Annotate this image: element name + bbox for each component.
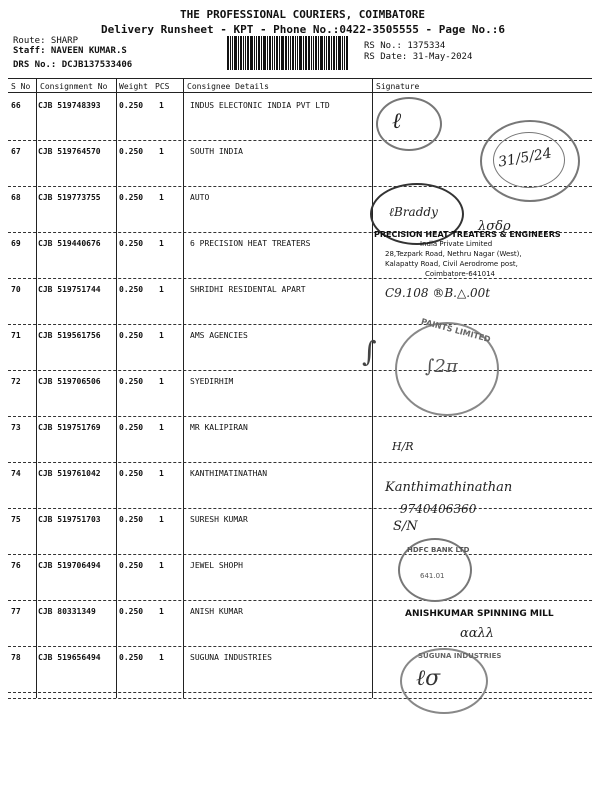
row-consignee: SUGUNA INDUSTRIES xyxy=(190,653,272,662)
col-header-weight: Weight xyxy=(119,82,148,91)
row-sno: 70 xyxy=(11,285,21,294)
col-divider xyxy=(36,78,37,698)
barcode-bar xyxy=(232,36,233,70)
row-consignee: KANTHIMATINATHAN xyxy=(190,469,268,478)
col-divider xyxy=(372,78,373,698)
col-divider xyxy=(183,78,184,698)
barcode-bar xyxy=(272,36,273,70)
row-pcs: 1 xyxy=(159,285,164,294)
barcode-bar xyxy=(318,36,319,70)
barcode-bar xyxy=(305,36,307,70)
barcode-bar xyxy=(276,36,278,70)
barcode-bar xyxy=(234,36,237,70)
handwritten-phone: 9740406360 xyxy=(400,502,477,516)
row-pcs: 1 xyxy=(159,101,164,110)
row-consignment: CJB 519764570 xyxy=(38,147,101,156)
company-stamp-line: Kalapatty Road, Civil Aerodrome post, xyxy=(385,260,518,268)
signature-scribble: ℓ xyxy=(392,109,402,134)
barcode-bar xyxy=(311,36,312,70)
row-consignee: INDUS ELECTONIC INDIA PVT LTD xyxy=(190,101,330,110)
barcode xyxy=(227,36,357,70)
row-weight: 0.250 xyxy=(119,193,144,202)
barcode-bar xyxy=(315,36,317,70)
row-weight: 0.250 xyxy=(119,607,144,616)
row-pcs: 1 xyxy=(159,239,164,248)
row-consignee: SHRIDHI RESIDENTAL APART xyxy=(190,285,306,294)
barcode-bar xyxy=(261,36,262,70)
row-pcs: 1 xyxy=(159,515,164,524)
row-consignee: JEWEL SHOPH xyxy=(190,561,243,570)
handwritten-note: S/N xyxy=(393,519,418,534)
row-weight: 0.250 xyxy=(119,101,144,110)
barcode-bar xyxy=(281,36,284,70)
row-consignment: CJB 80331349 xyxy=(38,607,96,616)
row-consignee: SURESH KUMAR xyxy=(190,515,248,524)
row-separator xyxy=(8,278,592,279)
barcode-bar xyxy=(299,36,302,70)
barcode-bar xyxy=(243,36,244,70)
round-stamp xyxy=(376,97,442,151)
row-weight: 0.250 xyxy=(119,515,144,524)
signature-scribble: ∫ xyxy=(362,335,377,368)
barcode-bar xyxy=(238,36,239,70)
row-pcs: 1 xyxy=(159,193,164,202)
row-consignee: SOUTH INDIA xyxy=(190,147,243,156)
row-sno: 66 xyxy=(11,101,21,110)
row-weight: 0.250 xyxy=(119,561,144,570)
rs-number: RS No.: 1375334 xyxy=(364,41,446,51)
row-separator xyxy=(8,462,592,463)
row-consignee: 6 PRECISION HEAT TREATERS xyxy=(190,239,311,248)
row-weight: 0.250 xyxy=(119,469,144,478)
drs-number: DRS No.: DCJB137533406 xyxy=(13,60,133,70)
company-stamp-line: Coimbatore-641014 xyxy=(425,270,495,278)
row-pcs: 1 xyxy=(159,607,164,616)
stamp-text: SUGUNA INDUSTRIES xyxy=(418,652,502,660)
barcode-bar xyxy=(258,36,260,70)
signature-scribble: ααλλ xyxy=(460,626,495,641)
row-consignee: ANISH KUMAR xyxy=(190,607,243,616)
barcode-bar xyxy=(344,36,345,70)
rs-date: RS Date: 31-May-2024 xyxy=(364,52,473,62)
barcode-bar xyxy=(333,36,335,70)
signature-scribble: λσδρ xyxy=(478,219,511,234)
barcode-bar xyxy=(256,36,257,70)
row-weight: 0.250 xyxy=(119,377,144,386)
company-stamp: ANISHKUMAR SPINNING MILL xyxy=(405,609,554,619)
col-header-consignment: Consignment No xyxy=(40,82,108,91)
row-sno: 69 xyxy=(11,239,21,248)
row-separator xyxy=(8,508,592,509)
col-header-sno: S No xyxy=(11,82,31,91)
staff-label: Staff: NAVEEN KUMAR.S xyxy=(13,46,127,56)
barcode-bar xyxy=(308,36,310,70)
barcode-bar xyxy=(250,36,253,70)
barcode-bar xyxy=(288,36,289,70)
row-separator xyxy=(8,646,592,647)
barcode-bar xyxy=(295,36,296,70)
row-sno: 78 xyxy=(11,653,21,662)
barcode-bar xyxy=(313,36,314,70)
col-header-signature: Signature xyxy=(376,82,420,91)
barcode-bar xyxy=(263,36,266,70)
barcode-bar xyxy=(338,36,341,70)
company-stamp-line: 28,Tezpark Road, Nethru Nagar (West), xyxy=(385,250,522,258)
barcode-bar xyxy=(285,36,287,70)
row-weight: 0.250 xyxy=(119,285,144,294)
handwritten-note: C9.108 ®B.△.00t xyxy=(385,286,491,300)
barcode-bar xyxy=(279,36,280,70)
barcode-bar xyxy=(254,36,255,70)
bank-stamp-text: HDFC BANK LTD xyxy=(407,546,470,554)
row-consignment: CJB 519440676 xyxy=(38,239,101,248)
row-sno: 67 xyxy=(11,147,21,156)
barcode-bar xyxy=(247,36,249,70)
barcode-bar xyxy=(328,36,330,70)
barcode-bar xyxy=(303,36,304,70)
row-sno: 77 xyxy=(11,607,21,616)
row-consignee: AUTO xyxy=(190,193,210,202)
row-sno: 71 xyxy=(11,331,21,340)
row-consignee: MR KALIPIRAN xyxy=(190,423,248,432)
header-bottom-rule xyxy=(8,92,592,93)
col-header-pcs: PCS xyxy=(155,82,170,91)
row-pcs: 1 xyxy=(159,561,164,570)
row-separator xyxy=(8,554,592,555)
barcode-bar xyxy=(290,36,291,70)
barcode-bar xyxy=(292,36,294,70)
company-stamp-line: PRECISION HEAT TREATERS & ENGINEERS xyxy=(374,230,561,239)
row-consignee: SYEDIRHIM xyxy=(190,377,234,386)
barcode-bar xyxy=(342,36,343,70)
row-consignment: CJB 519761042 xyxy=(38,469,101,478)
row-weight: 0.250 xyxy=(119,331,144,340)
company-stamp-line: India Private Limited xyxy=(420,240,493,248)
row-consignment: CJB 519751744 xyxy=(38,285,101,294)
company-title: THE PROFESSIONAL COURIERS, COIMBATORE xyxy=(180,8,426,21)
barcode-bar xyxy=(267,36,268,70)
stamp-text: PAINTS LIMITED xyxy=(420,316,492,345)
row-sno: 75 xyxy=(11,515,21,524)
row-weight: 0.250 xyxy=(119,653,144,662)
row-weight: 0.250 xyxy=(119,239,144,248)
barcode-bar xyxy=(336,36,337,70)
barcode-bar xyxy=(240,36,242,70)
row-consignee: AMS AGENCIES xyxy=(190,331,248,340)
barcode-bar xyxy=(269,36,271,70)
signature-scribble: ℓBraddy xyxy=(389,205,438,219)
barcode-bar xyxy=(227,36,229,70)
row-pcs: 1 xyxy=(159,423,164,432)
row-separator xyxy=(8,692,592,693)
barcode-bar xyxy=(297,36,298,70)
runsheet-title: Delivery Runsheet - KPT - Phone No.:0422-3505555 - Page No.:6 xyxy=(101,23,505,36)
barcode-bar xyxy=(245,36,246,70)
barcode-bar xyxy=(346,36,348,70)
signature-scribble: ∫2π xyxy=(425,356,458,377)
row-sno: 74 xyxy=(11,469,21,478)
row-sno: 68 xyxy=(11,193,21,202)
row-pcs: 1 xyxy=(159,377,164,386)
row-consignment: CJB 519656494 xyxy=(38,653,101,662)
barcode-bar xyxy=(274,36,275,70)
barcode-bar xyxy=(324,36,325,70)
row-separator xyxy=(8,370,592,371)
barcode-bar xyxy=(326,36,327,70)
barcode-bar xyxy=(230,36,231,70)
row-consignment: CJB 519706506 xyxy=(38,377,101,386)
col-divider xyxy=(116,78,117,698)
row-pcs: 1 xyxy=(159,469,164,478)
row-separator xyxy=(8,600,592,601)
row-sno: 73 xyxy=(11,423,21,432)
table-bottom-rule xyxy=(8,698,592,699)
row-consignment: CJB 519751769 xyxy=(38,423,101,432)
table-top-rule xyxy=(8,78,592,79)
row-separator xyxy=(8,324,592,325)
row-consignment: CJB 519748393 xyxy=(38,101,101,110)
row-pcs: 1 xyxy=(159,653,164,662)
row-consignment: CJB 519773755 xyxy=(38,193,101,202)
row-sno: 72 xyxy=(11,377,21,386)
route-label: Route: SHARP xyxy=(13,36,79,46)
bank-stamp-number: 641.01 xyxy=(420,572,445,580)
handwritten-signature: Kanthimathinathan xyxy=(385,480,513,495)
handwritten-date: 31/5/24 xyxy=(497,145,553,171)
row-pcs: 1 xyxy=(159,147,164,156)
row-pcs: 1 xyxy=(159,331,164,340)
signature-scribble: ℓσ xyxy=(416,666,441,691)
handwritten-note: H/R xyxy=(392,440,414,453)
row-consignment: CJB 519561756 xyxy=(38,331,101,340)
barcode-bar xyxy=(331,36,332,70)
col-header-consignee: Consignee Details xyxy=(187,82,269,91)
row-sno: 76 xyxy=(11,561,21,570)
row-separator xyxy=(8,416,592,417)
row-consignment: CJB 519706494 xyxy=(38,561,101,570)
barcode-bar xyxy=(320,36,323,70)
row-weight: 0.250 xyxy=(119,423,144,432)
row-weight: 0.250 xyxy=(119,147,144,156)
row-consignment: CJB 519751703 xyxy=(38,515,101,524)
